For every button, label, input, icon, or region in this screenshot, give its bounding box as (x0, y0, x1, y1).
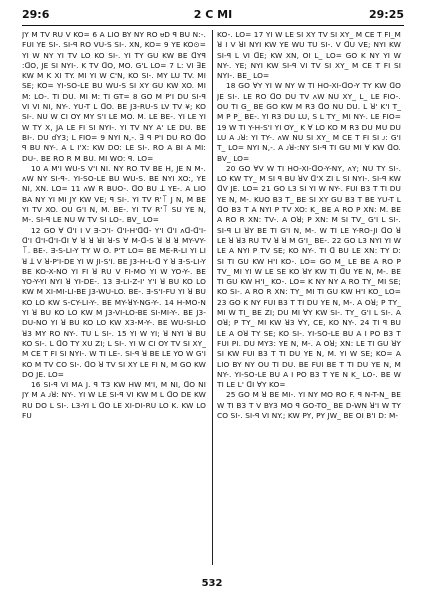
column-divider (212, 30, 213, 565)
left-text-column (22, 30, 206, 570)
paragraph: 18 GO ∀Y YI W NY W TI HO-XI-ꓷO-Y TY KW ꓷO JE SI-. LE RO ꓷO DU TV ᴧW NU XY_ L_ LE FIO-. OU TI G_ BE GO KW M R3 ꓷO NU DU. L ꓤ' K'I T_ M P P_ BE-. YI R3 DU LU, S L TY_ MI NY-. LE FIO= 19 W TI Y-H-S'I YI OY_ K ∀ LO KO M R3 DU MU DU LU A ᴊꓤ: YI TY-. ᴧW NU SI XY_ M CE T FI SI ᴊ: G'I T_ LO= NYI N,-. A ᴊꓤ-:NY SI-ꟼ TI GU MI ∀ KW ꓷO. BV_ LO= (217, 81, 401, 163)
header-right-reference: 29:25 (368, 8, 404, 21)
header-left-reference: 29:6 (22, 8, 50, 21)
paragraph: 10 A M'I WU-S V'I NI. NY RO TV BE H, JE N M-. ᴧW NY SI-ꟼ-. YI-SO-LE BU WU-S. BE NYI XO:, YE NI, XN. LO= 11 ᴧW R BUO-. ꓷO BU ꓕ YE-. A LIO BA NY YI MI JY KW VE; ꟼ SI-. YI TV R'꓄ J N, M BE YI TV XO. OU G'I N, M. BE-. YI TV R'꓄ SU YE N, M-. SI-ꟼ LE NU W TV SI LO-. BV_ LO= (22, 163, 206, 225)
paragraph: KO-. LO= 17 YI W LE SI XY TV SI XY_ M CE T FI_M ꓤ I V ꓤI NYI KW YE WU TU SI-. V ꓷU VE; NYI KW SI-ꟼ L VI ꓷE; KW XN, OI L_ LO= GO K NY YI W NY-. YE; NYI KW SI-ꟼ VI TV SI XY_ M CE T FI SI NYI-. BE_ LO= (217, 30, 401, 81)
header-rule (22, 25, 404, 26)
header-book-title: 2 C MI (193, 8, 233, 21)
paragraph: 16 SI-ꟼ VI MA J. ꟼ T3 KW HW M'I, M NI, ꓷO NI JY M A ᴊꓤ: NY-. YI W LE SI-ꟼ VI KW M L ꓷO DE KW RU DO L SI-. L3-YI L ꓷO LE XI-DI-RU LO K. KW LO FU (22, 380, 206, 420)
paragraph: 12 GO ∀ ꓷ'I I V Ǝ-Ɔ'I- ꓷ'I-H'ꓷꓷ- Y'I ꓷ'I ᴧꓷ-ꓷ'I- ꓷ'I ꓷ'I-ꓷ'I-ꓷI ∀ ꓤ ꓤ ꓤI ꓤ-S ∀ M-ꓷ-S ꓤ ꓤ ꓤ MY-VY-꓄. BE-. Ǝ-S-LI-Y TY W O. P'T LO= BE ME-R-LI YI LI ꓤ ꓕ V ꓤ-P'I-DE YI W JI-S'I. BE J3-H-L-ꓷ Y ꓤ Ǝ-S-LI-Y BE KO-X-NO YI FI ꓤ RU V FI-MO YI W YO-Y-. BE YO-Y-YI NYI ꓤ YI-DE-. 13 Ǝ-LI-Z-I' Y'I ꓤ BU KO LO KW M XI-MI-LI-BE J3-WU-LO. BE-. Ǝ-S'I-FU YI ꓤ BU KO LO KW S-CY-LI-Y-. BE MY-ꓤY-NG-Y-. 14 H-MO-N YI ꓤ BU KO LO KW M J3-VI-LO-BE SI-MI-Y-. BE J3-DU-NO YI ꓤ BU KO LO KW X3-M-Y-. BE WU-SI-LO ꓤ3 MY RO NY-. TU L SI-. 15 YI W YI; ꓤ NYI ꓤ BU KO SI-. L ꓷO TY XU ZI; L SI-. YI W CI OY TV SI XY_ M CE T FI SI NYI-. W TI LE-. SI-ꟼ ꓤ BE LE YO W G'I KO M TV CO SI-. ꓷO ꓤ TV SI XY LE FI N, M GO KW DO JE. LO= (22, 225, 206, 379)
right-text-column (217, 30, 401, 570)
page-number: 532 (201, 578, 223, 589)
paragraph: JY M TV RU V KO= 6 A LIO BY NY RO ᵾD ꟼ BU N:-. FUI YE SI-. SI-ꟼ RO VU-S SI-. XN, KO= 9 YE KO⊙= YI W NY YI TV LO KO SI-. YI TY GU KW BE ꓷYꟼ :ꓷO, JE SI NYI-. K TV ꓷO, MO. G'L LO= 7 L: VI ꓱE KW M K XI TY. MI YI W C'N, KO SI-. MY LU TV. MI SE; KO= YI-SO-LE BU WU-S SI XY GU KW XO. MI M: LO-. TI DU. MI M: TI GT= 8 GO M P'I DU SI-ꟼ VI VI NI, NY-. YU-T L ꓷO. BE J3-RU-S LV TV ¥; KO SI-. NU W CI OY MY S'I LE MO. M. LE BE-. YI LE YI W TY X, JA LE FI SI NYI-. YI TV NY A' LE DU. BE BI-. DU ɗY3; L FIO= 9 NYI N,-. ꓱ ꟼ P'I DU RO ꓷO ꟼ BU NY-. A L I'X: KW DO: LE SI-. RO A BI A MI: DU-. BE RO R M BU. MI WO: ꟼ. LO= (22, 30, 206, 163)
paragraph: 25 GO M ꓤ BE MI-. YI NY MO RO F. ꟼ N-T-N_ BE W TI B3 T V BY3 MO ꟼ GO-TO_ BE D-WN ꓤ'I W TY CO SI-. SI-ꟼ VI NY.; KW PY, PY JW_ BE OI B'I D: M- (217, 390, 401, 420)
page-header (22, 8, 404, 24)
paragraph: 20 GO ∀V W TI HO-XI-ꓷO-Y-NY, ᴧY; NU TY SI-. LO KW TY_ M SI ꟼ BU ꓤV ꓷ'X ZI L SI NYI-. SI-ꟼ KW ꓷV JE. LO= 21 GO L3 SI YI W NY-. FUI B3 T TI DU YE N, M-. KUO B3 T_ BE SI XY GU B3 T BE YU-T L ꓷO B3 T A NYI P TV XO: K_ BE A RO P XN: M. BE A RO R XN: TV-. A Oꓤ; P XN: M SI TV_ G'I L SI-. SI-ꟼ LI ꓤY BE TI G'I N, M-. W TI LE Y-RO-JI ꓷO ꓤ LE ꓤ ꓤ3 RU TV ꓤ ꓤ M G'I_ BE-. 22 GO L3 NYI YI W LE A NYI P TV SE; KO NY-. TI ꓷ BU LE XN: TY D: SI TI GU KW H'I KO-. LO= GO M_ LE BE A RO P TV_ MI YI W LE SE KO ꓤY KW TI ꓷU YE N, M-. BE TI GU KW H'I_ KO-. LO= K NY NY A RO TY_ MI SE; KO SI-. A RO R XN: TY_ MI TI GU KW H'I KO_ LO= 23 GO K NY FUI B3 T TI DU YE N, M-. A Oꓤ; P TY_ MI W TI_ BE ZI; DU MI ∀Y KW SI-. TY_ G'I L SI-. A Oꓤ; P TY_ MI KW ꓤ3 ∀Y, CE, KO NY-. 24 TI ꟼ BU LE A Oꓤ TY SE; KO SI-. YI-SO-LE BU A I PO B3 T FUI PI. DU MY3: YE N, M-. A Oꓤ; XN: LE TI GU ꓤY SI KW FUI B3 T TI DU YE N, M. YI W SE; KO= A LIO BY NY OU TI DU. BE FUI BE T TI DU YE N, M NY-. YI-SO-LE BU A I PO B3 T YE N K_ LO-. BE W TI LE L' ꓷI ∀Y KO= (217, 163, 401, 390)
